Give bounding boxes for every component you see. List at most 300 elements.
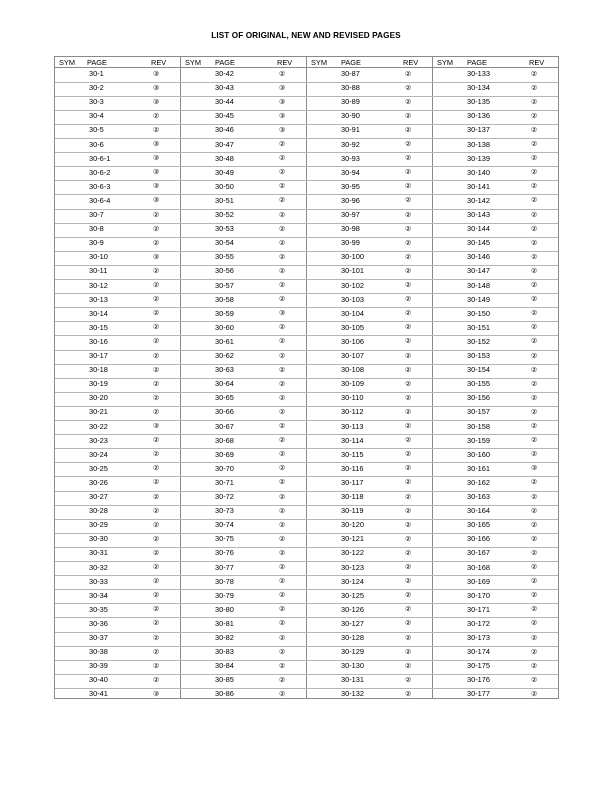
page-number: 30-162	[467, 477, 491, 487]
page-number: 30-99	[341, 238, 360, 248]
page-number: 30-118	[341, 492, 364, 501]
page-number: 30-57	[215, 280, 234, 290]
revision-mark: ②	[279, 676, 286, 684]
page-number: 30-45	[215, 111, 234, 121]
page-number: 30-132	[341, 689, 365, 699]
revision-mark: ②	[405, 408, 412, 416]
revision-mark: ②	[279, 606, 286, 614]
page-number: 30-126	[341, 604, 365, 614]
page-number: 30-2	[89, 83, 104, 93]
page-number: 30-41	[89, 689, 108, 699]
page-number: 30-36	[89, 618, 108, 628]
row-rule	[55, 406, 558, 407]
revision-mark: ②	[405, 479, 412, 487]
page-number: 30-30	[89, 534, 108, 544]
revision-mark: ③	[153, 169, 160, 177]
revision-mark: ②	[153, 620, 160, 628]
page-number: 30-22	[89, 421, 108, 431]
revision-mark: ②	[153, 239, 160, 247]
page-number: 30-163	[467, 492, 491, 501]
row-rule	[55, 110, 558, 111]
revision-mark: ②	[531, 296, 538, 304]
revision-mark: ②	[531, 211, 538, 219]
revision-mark: ②	[405, 676, 412, 684]
revision-mark: ②	[405, 141, 412, 148]
page-number: 30-130	[341, 661, 365, 671]
page-number: 30-152	[467, 336, 491, 346]
revision-mark: ②	[405, 465, 412, 473]
revision-mark: ②	[405, 282, 412, 289]
revision-mark: ②	[405, 225, 412, 233]
row-rule	[55, 209, 558, 210]
page-number: 30-6-1	[89, 153, 111, 163]
page-header: PAGE	[467, 58, 487, 67]
revision-mark: ②	[153, 521, 160, 529]
revision-mark: ③	[153, 84, 160, 92]
header-rule	[55, 67, 558, 68]
revision-mark: ②	[531, 338, 538, 346]
page-number: 30-113	[341, 421, 364, 431]
page-number: 30-67	[215, 421, 234, 431]
page-number: 30-62	[215, 351, 234, 360]
page-number: 30-129	[341, 647, 365, 657]
revision-mark: ②	[279, 408, 286, 416]
page-number: 30-73	[215, 506, 234, 516]
revision-mark: ③	[279, 112, 286, 120]
page-number: 30-167	[467, 548, 491, 558]
revision-mark: ②	[153, 310, 160, 318]
page-number: 30-72	[215, 492, 234, 501]
revision-mark: ②	[153, 282, 160, 289]
row-rule	[55, 575, 558, 576]
page-number: 30-170	[467, 590, 491, 600]
page-number: 30-9	[89, 238, 104, 248]
revision-mark: ②	[405, 634, 412, 642]
page-number: 30-17	[89, 351, 108, 360]
page-number: 30-51	[215, 195, 234, 205]
revision-mark: ②	[531, 662, 538, 670]
row-rule	[55, 533, 558, 534]
revision-mark: ②	[153, 366, 160, 374]
page-number: 30-75	[215, 534, 234, 544]
row-rule	[55, 265, 558, 266]
revision-mark: ②	[279, 352, 286, 360]
revision-mark: ②	[531, 451, 538, 459]
rev-header: REV	[403, 58, 419, 67]
page-number: 30-20	[89, 393, 108, 403]
revision-mark: ③	[279, 126, 286, 134]
page-number: 30-12	[89, 280, 108, 290]
revision-mark: ②	[153, 493, 160, 501]
page-number: 30-55	[215, 252, 234, 262]
revision-mark: ③	[153, 155, 160, 163]
page-number: 30-97	[341, 210, 360, 219]
page-number: 30-61	[215, 336, 234, 346]
page-number: 30-94	[341, 167, 360, 177]
revision-mark: ②	[405, 267, 412, 275]
page-number: 30-63	[215, 365, 234, 375]
revision-mark: ②	[531, 578, 538, 586]
revision-mark: ②	[153, 126, 160, 134]
revision-mark: ②	[531, 84, 538, 92]
revision-mark: ②	[405, 648, 412, 656]
page-number: 30-159	[467, 435, 491, 445]
page-number: 30-119	[341, 506, 364, 516]
row-rule	[55, 237, 558, 238]
revision-mark: ②	[531, 380, 538, 388]
page-number: 30-38	[89, 647, 108, 657]
page-header: PAGE	[87, 58, 107, 67]
revision-mark: ②	[279, 549, 286, 557]
page-number: 30-174	[467, 647, 491, 657]
page-number: 30-140	[467, 167, 491, 177]
revision-mark: ②	[153, 648, 160, 656]
page-number: 30-95	[341, 181, 360, 191]
revision-mark: ②	[531, 521, 538, 529]
revision-mark: ②	[405, 394, 412, 402]
page-number: 30-39	[89, 661, 108, 671]
revision-mark: ②	[153, 112, 160, 120]
revision-mark: ②	[531, 169, 538, 177]
page-number: 30-137	[467, 125, 491, 135]
page-number: 30-8	[89, 224, 104, 234]
rev-header: REV	[277, 58, 293, 67]
revision-mark: ②	[279, 183, 286, 191]
revision-mark: ②	[531, 267, 538, 275]
revision-mark: ②	[279, 267, 286, 275]
revision-mark: ②	[153, 535, 160, 543]
revision-mark: ②	[405, 155, 412, 163]
page-number: 30-123	[341, 562, 365, 572]
revision-mark: ②	[531, 112, 538, 120]
revision-mark: ③	[153, 197, 160, 205]
page-number: 30-68	[215, 435, 234, 445]
page-number: 30-112	[341, 407, 364, 417]
revision-mark: ③	[531, 465, 538, 473]
revision-mark: ②	[531, 70, 538, 78]
revision-mark: ③	[279, 98, 286, 106]
sym-header: SYM	[59, 58, 76, 67]
page-number: 30-135	[467, 97, 491, 107]
revision-mark: ②	[279, 197, 286, 205]
page-number: 30-70	[215, 463, 234, 473]
revision-mark: ②	[279, 324, 286, 332]
page-number: 30-74	[215, 520, 234, 530]
page-number: 30-154	[467, 365, 491, 375]
revision-mark: ③	[153, 70, 160, 78]
revision-mark: ②	[279, 338, 286, 346]
revision-mark: ②	[153, 352, 160, 360]
revision-mark: ②	[405, 620, 412, 628]
page-number: 30-69	[215, 449, 234, 459]
revision-mark: ②	[531, 253, 538, 261]
sym-header: SYM	[185, 58, 202, 67]
page-number: 30-65	[215, 393, 234, 403]
page-number: 30-86	[215, 689, 234, 699]
page-number: 30-85	[215, 675, 234, 685]
revision-mark: ②	[531, 98, 538, 106]
revision-mark: ②	[405, 592, 412, 600]
page-number: 30-147	[467, 266, 491, 276]
row-rule	[55, 632, 558, 633]
revision-mark: ②	[531, 634, 538, 642]
revision-mark: ②	[405, 310, 412, 318]
row-rule	[55, 688, 558, 689]
revision-mark: ②	[531, 282, 538, 289]
revision-mark: ②	[405, 352, 412, 360]
sym-header: SYM	[437, 58, 454, 67]
revision-mark: ②	[279, 690, 286, 698]
rev-header: REV	[151, 58, 167, 67]
page-number: 30-120	[341, 520, 365, 530]
revision-mark: ②	[531, 549, 538, 557]
page-number: 30-160	[467, 449, 491, 459]
revision-mark: ②	[531, 535, 538, 543]
page-number: 30-60	[215, 322, 234, 332]
revision-mark: ②	[279, 465, 286, 473]
row-rule	[55, 660, 558, 661]
revision-mark: ②	[405, 507, 412, 515]
revision-mark: ②	[531, 507, 538, 515]
page-number: 30-168	[467, 562, 491, 572]
page-number: 30-164	[467, 506, 491, 516]
revision-mark: ②	[405, 578, 412, 586]
page-number: 30-116	[341, 463, 364, 473]
page-number: 30-149	[467, 294, 491, 304]
revision-mark: ②	[279, 282, 286, 289]
page-number: 30-58	[215, 294, 234, 304]
revision-mark: ③	[153, 690, 160, 698]
page-number: 30-29	[89, 520, 108, 530]
revision-mark: ②	[279, 648, 286, 656]
revision-mark: ②	[279, 451, 286, 459]
revision-mark: ②	[153, 606, 160, 614]
page-number: 30-44	[215, 97, 234, 107]
page-number: 30-121	[341, 534, 365, 544]
page-number: 30-108	[341, 365, 365, 375]
page-number: 30-104	[341, 308, 365, 318]
revision-mark: ②	[405, 549, 412, 557]
revision-mark: ②	[279, 225, 286, 233]
revision-mark: ②	[153, 465, 160, 473]
page-number: 30-150	[467, 308, 491, 318]
revision-mark: ②	[405, 606, 412, 614]
revision-mark: ③	[153, 141, 160, 148]
page-number: 30-153	[467, 351, 491, 360]
page-number: 30-165	[467, 520, 491, 530]
revision-mark: ②	[153, 451, 160, 459]
revision-mark: ②	[405, 126, 412, 134]
row-rule	[55, 364, 558, 365]
revision-mark: ②	[405, 564, 412, 571]
revision-mark: ②	[405, 521, 412, 529]
page-number: 30-3	[89, 97, 104, 107]
revision-mark: ②	[405, 183, 412, 191]
row-rule	[55, 603, 558, 604]
revision-mark: ②	[153, 479, 160, 487]
revision-mark: ②	[405, 70, 412, 78]
revision-mark: ③	[153, 423, 160, 430]
page-number: 30-14	[89, 308, 108, 318]
revision-mark: ②	[153, 338, 160, 346]
revision-mark: ②	[405, 493, 412, 501]
page-number: 30-124	[341, 576, 365, 586]
revision-mark: ②	[153, 507, 160, 515]
page-number: 30-125	[341, 590, 365, 600]
page-number: 30-64	[215, 379, 234, 389]
page-number: 30-84	[215, 661, 234, 671]
page-number: 30-5	[89, 125, 104, 135]
row-rule	[55, 293, 558, 294]
page-number: 30-35	[89, 604, 108, 614]
page-number: 30-79	[215, 590, 234, 600]
page-number: 30-87	[341, 69, 360, 78]
revision-mark: ②	[531, 183, 538, 191]
revision-mark: ②	[279, 366, 286, 374]
page-number: 30-103	[341, 294, 365, 304]
page-number: 30-10	[89, 252, 108, 262]
page-number: 30-43	[215, 83, 234, 93]
revision-mark: ③	[279, 84, 286, 92]
page-number: 30-1	[89, 69, 104, 78]
revision-mark: ②	[531, 239, 538, 247]
revision-mark: ②	[531, 648, 538, 656]
revision-mark: ②	[405, 535, 412, 543]
page-number: 30-107	[341, 351, 365, 360]
revision-mark: ②	[153, 225, 160, 233]
page-number: 30-136	[467, 111, 491, 121]
page-number: 30-24	[89, 449, 108, 459]
page-number: 30-158	[467, 421, 491, 431]
revision-mark: ②	[405, 253, 412, 261]
revision-mark: ③	[153, 183, 160, 191]
page-number: 30-100	[341, 252, 365, 262]
revision-mark: ②	[279, 620, 286, 628]
revision-mark: ②	[405, 84, 412, 92]
revision-mark: ②	[279, 634, 286, 642]
revision-mark: ②	[279, 239, 286, 247]
page-number: 30-76	[215, 548, 234, 558]
row-rule	[55, 350, 558, 351]
page-number: 30-4	[89, 111, 104, 121]
page-number: 30-48	[215, 153, 234, 163]
page-number: 30-98	[341, 224, 360, 234]
page-number: 30-18	[89, 365, 108, 375]
revision-mark: ②	[531, 606, 538, 614]
page-number: 30-11	[89, 266, 108, 276]
row-rule	[55, 152, 558, 153]
page-number: 30-110	[341, 393, 364, 403]
page-number: 30-52	[215, 210, 234, 219]
page-number: 30-78	[215, 576, 234, 586]
revision-mark: ②	[153, 634, 160, 642]
revision-mark: ②	[153, 267, 160, 275]
revision-mark: ②	[153, 592, 160, 600]
page-number: 30-50	[215, 181, 234, 191]
page-number: 30-54	[215, 238, 234, 248]
revision-mark: ②	[279, 70, 286, 78]
page-number: 30-28	[89, 506, 108, 516]
revision-mark: ②	[153, 549, 160, 557]
revision-mark: ②	[279, 479, 286, 487]
row-rule	[55, 646, 558, 647]
page-number: 30-32	[89, 562, 108, 572]
page-number: 30-144	[467, 224, 491, 234]
revision-mark: ②	[405, 338, 412, 346]
page-number: 30-91	[341, 125, 360, 135]
page-number: 30-77	[215, 562, 234, 572]
page-number: 30-171	[467, 604, 491, 614]
page-number: 30-25	[89, 463, 108, 473]
revision-mark: ②	[279, 253, 286, 261]
revision-mark: ②	[531, 324, 538, 332]
revision-mark: ②	[279, 521, 286, 529]
page-number: 30-6	[89, 139, 104, 149]
row-rule	[55, 462, 558, 463]
row-rule	[55, 96, 558, 97]
revision-mark: ③	[153, 253, 160, 261]
revision-mark: ②	[279, 507, 286, 515]
page-number: 30-134	[467, 83, 491, 93]
page-number: 30-31	[89, 548, 108, 558]
revision-mark: ②	[153, 394, 160, 402]
revision-mark: ②	[405, 112, 412, 120]
revision-mark: ②	[531, 564, 538, 571]
revision-mark: ②	[279, 564, 286, 571]
page-number: 30-13	[89, 294, 108, 304]
revision-mark: ②	[279, 662, 286, 670]
page-number: 30-6-3	[89, 181, 111, 191]
page-number: 30-146	[467, 252, 491, 262]
revision-mark: ②	[405, 690, 412, 698]
page-number: 30-175	[467, 661, 491, 671]
row-rule	[55, 82, 558, 83]
revision-mark: ②	[405, 380, 412, 388]
row-rule	[55, 674, 558, 675]
page-header: PAGE	[341, 58, 361, 67]
row-rule	[55, 476, 558, 477]
revision-mark: ②	[405, 437, 412, 445]
revision-mark: ③	[153, 98, 160, 106]
page-number: 30-21	[89, 407, 108, 417]
page-number: 30-156	[467, 393, 491, 403]
page-number: 30-37	[89, 633, 108, 642]
revision-mark: ②	[531, 423, 538, 430]
revision-mark: ②	[405, 211, 412, 219]
page-number: 30-27	[89, 492, 108, 501]
revision-mark: ②	[279, 592, 286, 600]
revision-mark: ②	[153, 578, 160, 586]
page-number: 30-122	[341, 548, 365, 558]
revision-mark: ②	[405, 169, 412, 177]
row-rule	[55, 335, 558, 336]
row-rule	[55, 547, 558, 548]
revision-mark: ②	[405, 98, 412, 106]
row-rule	[55, 124, 558, 125]
page-number: 30-115	[341, 449, 364, 459]
revision-mark: ②	[405, 296, 412, 304]
page-number: 30-23	[89, 435, 108, 445]
page-number: 30-109	[341, 379, 365, 389]
revision-mark: ②	[405, 197, 412, 205]
revision-mark: ②	[153, 676, 160, 684]
revision-mark: ②	[531, 155, 538, 163]
row-rule	[55, 138, 558, 139]
page-number: 30-47	[215, 139, 234, 149]
revision-mark: ②	[531, 225, 538, 233]
page-number: 30-40	[89, 675, 108, 685]
revision-mark: ②	[531, 479, 538, 487]
